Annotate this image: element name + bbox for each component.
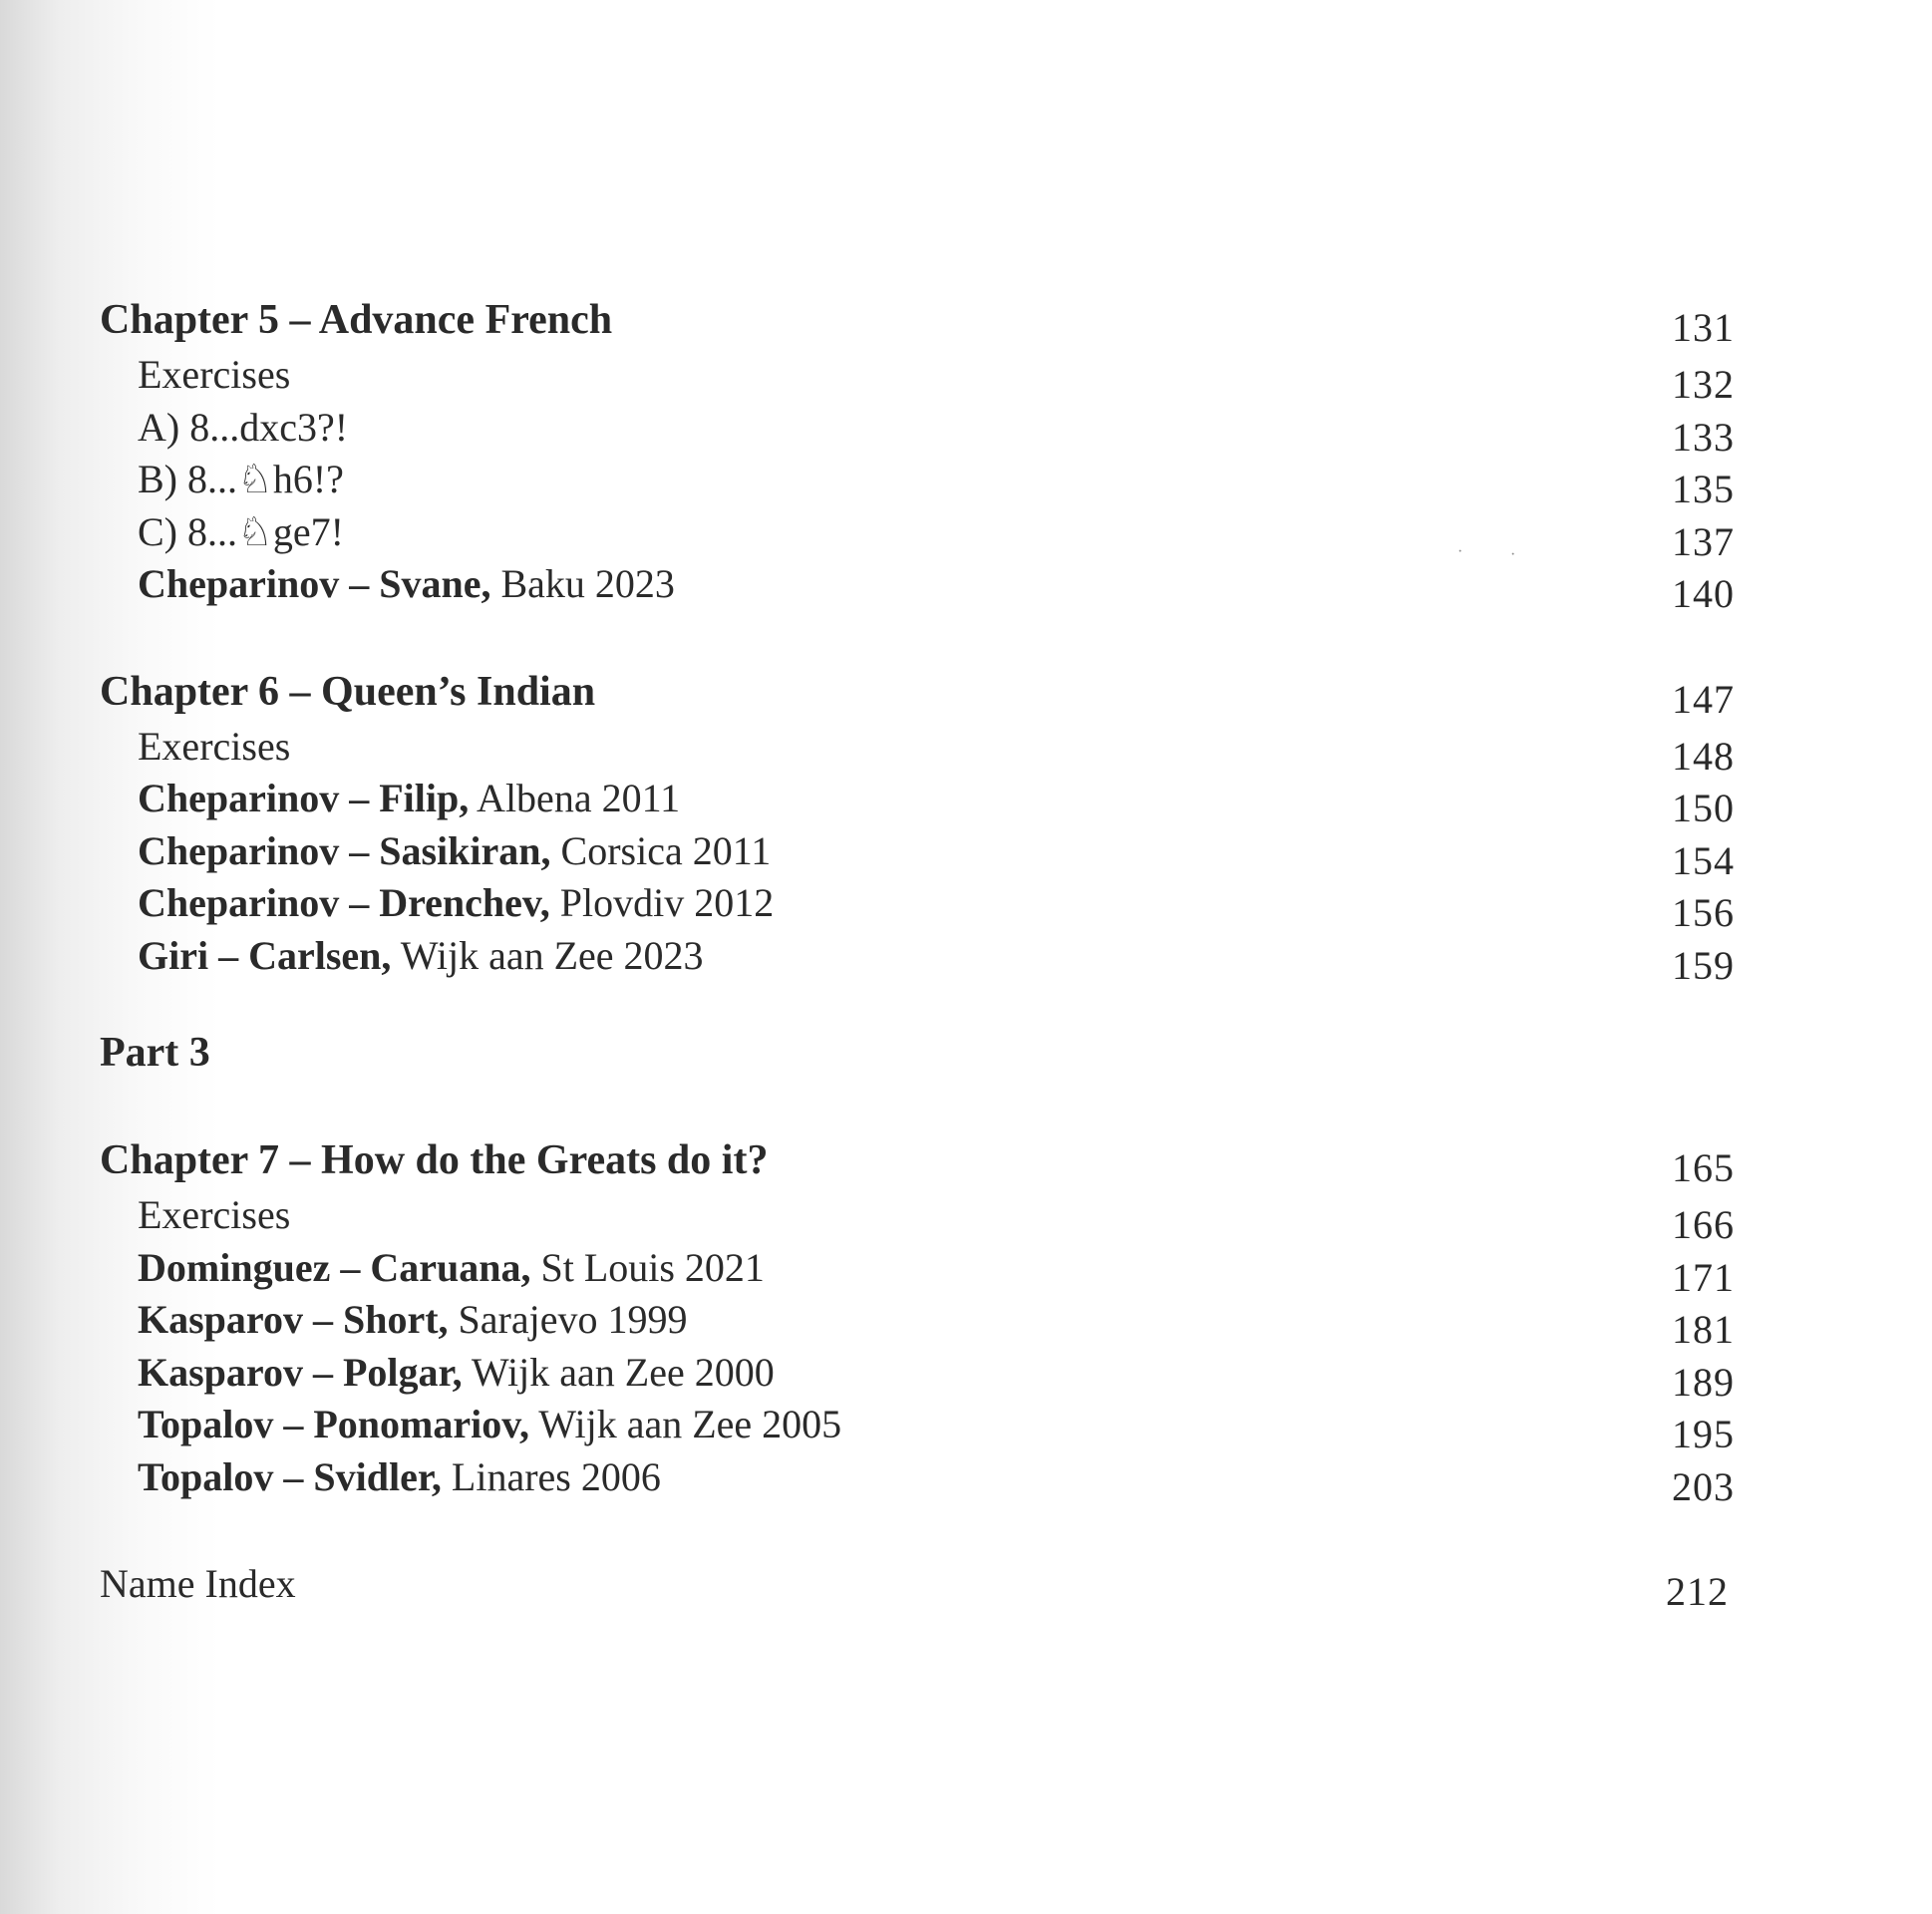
entry-title: C) 8...♘ge7! — [138, 508, 344, 554]
page-number: 212 — [1666, 1569, 1729, 1614]
game-title — [138, 825, 771, 878]
page-number: 181 — [1672, 1307, 1735, 1352]
game-title — [138, 930, 704, 983]
page-number: 159 — [1672, 942, 1735, 988]
game-event: Wijk aan Zee 2023 — [391, 932, 704, 978]
toc-game-row[interactable] — [100, 773, 1735, 830]
game-players: Cheparinov – Drenchev, — [138, 880, 550, 925]
part-heading: Part 3 — [100, 1030, 210, 1076]
toc-chapter-row[interactable] — [100, 291, 1735, 349]
toc-game-row[interactable] — [100, 558, 1735, 616]
toc-game-row[interactable] — [100, 825, 1735, 883]
entry-title: A) 8...dxc3?! — [138, 404, 349, 450]
toc-game-row[interactable] — [100, 930, 1735, 988]
page-number: 156 — [1672, 890, 1735, 935]
scan-speck: · — [1457, 543, 1463, 560]
toc-entry-row[interactable] — [100, 349, 1735, 407]
game-event: Wijk aan Zee 2005 — [529, 1402, 842, 1446]
game-event: Sarajevo 1999 — [448, 1297, 688, 1342]
toc-chapter-row[interactable] — [100, 1131, 1735, 1189]
toc-game-row[interactable] — [100, 877, 1735, 935]
game-title — [138, 877, 774, 930]
toc-entry-row[interactable] — [100, 506, 1735, 564]
game-title — [138, 773, 680, 825]
toc-game-row[interactable] — [100, 1347, 1735, 1405]
page-number: 131 — [1672, 305, 1735, 350]
toc-game-row[interactable] — [100, 1399, 1735, 1456]
game-event: St Louis 2021 — [530, 1244, 765, 1290]
game-event: Plovdiv 2012 — [549, 880, 775, 925]
toc-entry-row[interactable] — [100, 402, 1735, 460]
game-players: Dominguez – Caruana, — [138, 1244, 531, 1290]
game-players: Topalov – Svidler, — [138, 1453, 442, 1499]
toc-entry-row[interactable] — [100, 1189, 1735, 1247]
game-players: Giri – Carlsen, — [138, 932, 392, 978]
page-number: 140 — [1672, 571, 1735, 616]
page-number: 137 — [1672, 518, 1735, 564]
toc-game-row[interactable] — [100, 1294, 1735, 1352]
game-players: Cheparinov – Svane, — [138, 561, 491, 606]
page-number: 189 — [1672, 1359, 1735, 1405]
chapter-5-section — [100, 291, 1735, 616]
page-number: 148 — [1672, 733, 1735, 779]
page-number: 203 — [1672, 1463, 1735, 1509]
game-event: Corsica 2011 — [550, 827, 772, 873]
game-players: Cheparinov – Filip, — [138, 776, 470, 820]
game-title — [138, 1242, 765, 1295]
game-title — [138, 1294, 687, 1347]
game-title — [138, 1347, 775, 1400]
toc-entry-row[interactable] — [100, 454, 1735, 511]
page-number: 166 — [1672, 1202, 1735, 1247]
page-number: 150 — [1672, 786, 1735, 830]
page-number: 195 — [1672, 1412, 1735, 1456]
chapter-title: Chapter 5 – Advance French — [100, 297, 613, 343]
game-title — [138, 558, 675, 611]
page-number: 171 — [1672, 1254, 1735, 1300]
toc-entry-row[interactable] — [100, 721, 1735, 779]
game-players: Kasparov – Short, — [138, 1297, 449, 1342]
table-of-contents — [100, 291, 1735, 1613]
game-players: Cheparinov – Sasikiran, — [138, 827, 551, 873]
game-event: Linares 2006 — [441, 1453, 661, 1499]
scan-speck: · — [1510, 546, 1516, 563]
game-event: Albena 2011 — [469, 776, 681, 820]
entry-title: Exercises — [138, 723, 291, 769]
entry-title: Exercises — [138, 352, 291, 397]
chapter-title: Chapter 7 – How do the Greats do it? — [100, 1137, 769, 1183]
toc-name-index-row[interactable] — [100, 1555, 1735, 1613]
page-number: 132 — [1672, 362, 1735, 407]
toc-game-row[interactable] — [100, 1451, 1735, 1509]
entry-title: B) 8...♘h6!? — [138, 457, 344, 501]
game-players: Topalov – Ponomariov, — [138, 1402, 530, 1446]
game-event: Wijk aan Zee 2000 — [462, 1349, 775, 1395]
entry-title: Exercises — [138, 1192, 291, 1237]
chapter-7-section — [100, 1131, 1735, 1509]
page-number: 133 — [1672, 414, 1735, 460]
game-players: Kasparov – Polgar, — [138, 1349, 463, 1395]
page-number: 165 — [1672, 1145, 1735, 1190]
game-title — [138, 1451, 661, 1504]
game-title — [138, 1399, 841, 1451]
chapter-title: Chapter 6 – Queen’s Indian — [100, 668, 596, 715]
page-number: 135 — [1672, 467, 1735, 511]
toc-chapter-row[interactable] — [100, 663, 1735, 721]
toc-game-row[interactable] — [100, 1242, 1735, 1300]
name-index-label: Name Index — [100, 1561, 296, 1606]
chapter-6-section — [100, 663, 1735, 988]
page-number: 154 — [1672, 837, 1735, 883]
page-number: 147 — [1672, 676, 1735, 722]
game-event: Baku 2023 — [490, 561, 675, 606]
